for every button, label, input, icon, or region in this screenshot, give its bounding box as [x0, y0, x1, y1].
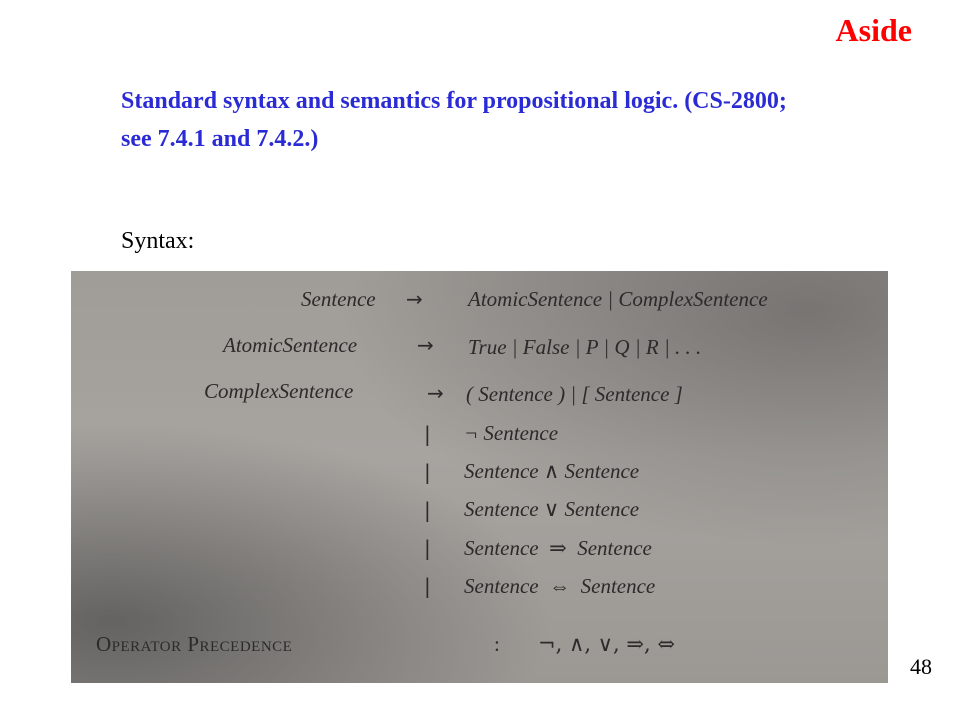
aside-label: Aside [835, 12, 912, 48]
operator-precedence-label: Operator Precedence [96, 632, 293, 656]
precedence-colon: : [494, 632, 500, 656]
page-number: 48 [910, 654, 932, 679]
production-arrow: → [427, 381, 444, 405]
alternative-bar: | [424, 536, 431, 560]
alternative-bar: | [424, 422, 431, 446]
grammar-row-lhs: Sentence [301, 287, 376, 311]
grammar-row-rhs: Sentence ⇔ Sentence [464, 574, 656, 598]
grammar-row-rhs: AtomicSentence | ComplexSentence [468, 287, 768, 311]
alternative-bar: | [424, 498, 431, 522]
syntax-label: Syntax: [121, 228, 195, 254]
grammar-row-rhs: Sentence ∧ Sentence [464, 459, 640, 483]
grammar-row-rhs: Sentence ∨ Sentence [464, 497, 640, 521]
grammar-photo [71, 271, 888, 683]
grammar-row-rhs: Sentence ⇒ Sentence [464, 536, 652, 560]
production-arrow: → [406, 287, 423, 311]
grammar-row-rhs: True | False | P | Q | R | . . . [468, 335, 702, 359]
alternative-bar: | [424, 460, 431, 484]
slide-subtitle: Standard syntax and semantics for propositional logic. (CS-2800; see 7.4.1 and 7.4.2.) [121, 88, 787, 152]
grammar-row-lhs: ComplexSentence [204, 379, 354, 403]
grammar-row-lhs: AtomicSentence [223, 333, 358, 357]
production-arrow: → [417, 333, 434, 357]
grammar-row-rhs: ¬ Sentence [464, 421, 559, 445]
precedence-operators: ¬, ∧, ∨, ⇒, ⇔ [538, 632, 675, 656]
grammar-row-rhs: ( Sentence ) | [ Sentence ] [466, 382, 683, 406]
alternative-bar: | [424, 574, 431, 598]
